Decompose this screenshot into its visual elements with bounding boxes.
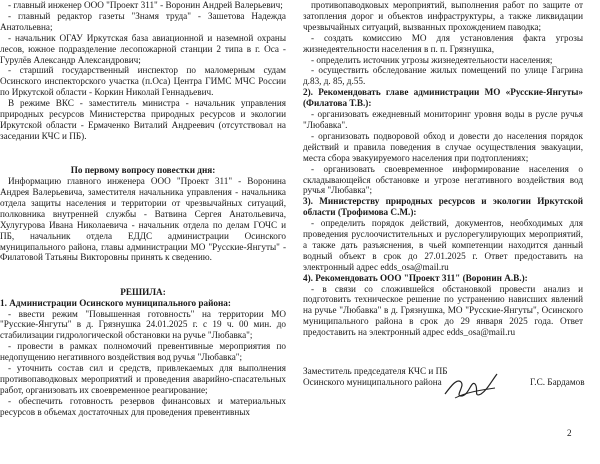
- paragraph: - в связи со сложившейся обстановкой провести анализ и подготовить техническое решение по устранению нависших явлений на ручье "Любавка" в д. Грязнушка, МО "Русские-Янгуты", Осинского муниципального района в срок до 29 января 2025 года. Ответ предоставить на электронный адрес edds_osa@mail.ru: [303, 283, 583, 338]
- paragraph: Информацию главного инженера ООО "Проект 311" - Воронина Андрея Валерьевича, заместителя начальника управления - начальника отдела защиты населения и территории от чрезвычайных ситуаций, полковника внутренней службы - Ватвина Сергея Анатольевича, Хулугурова Ивана Николаевича - начальник отдела по делам ГОЧС и ПБ, начальник отдела ЕДДС администрации Осинского муниципального района, главы администрации МО "Русские-Янгуты" - Филатовой Татьяны Викторовны принять к сведению.: [0, 176, 286, 263]
- left-column: [0, 0, 286, 418]
- paragraph: - осуществить обследование жилых помещений по улице Гагрина д.83, д. 85, д.55.: [303, 65, 583, 87]
- page-number: 2: [567, 428, 572, 438]
- paragraph: - провести в рамках полномочий превентивные мероприятия по недопущению негативного воздействия вод ручья "Любавка";: [0, 341, 286, 363]
- paragraph: - ввести режим "Повышенная готовность" на территории МО "Русские-Янгуты" в д. Грязнушка 24.01.2025 г. с 19 ч. 00 мин. до стабилизации гидрологической обстановки на ручье "Любавка";: [0, 308, 286, 341]
- paragraph: - создать комиссию МО для установления факта угрозы жизнедеятельности населения в п. п. Грязнушка,: [303, 32, 583, 54]
- section-heading: 2). Рекомендовать главе администрации МО «Русские-Янгуты» (Филатова Т.В.):: [303, 87, 583, 109]
- paragraph: - начальник ОГАУ Иркутская база авиационной и наземной охраны лесов, южное подразделение лесопожарной станции 2 типа в г. Оса - Гурулёв Александр Александрович;: [0, 32, 286, 65]
- section-heading: 1. Администрации Осинского муниципального района:: [0, 297, 231, 308]
- paragraph: - главный редактор газеты "Знамя труда" - Зашетова Надежда Анатольевна;: [0, 10, 286, 32]
- section-heading: 3). Министерству природных ресурсов и экологии Иркутской области (Трофимова С.М.):: [303, 196, 583, 218]
- paragraph: - обеспечить готовность резервов финансовых и материальных ресурсов в объемах достаточных для проведения превентивных: [0, 395, 286, 417]
- signer-name: Г.С. Бардамов: [530, 377, 585, 387]
- paragraph: В режиме ВКС - заместитель министра - начальник управления природных ресурсов Министерства природных ресурсов и экологии Иркутской области - Ермаченко Виталий Андреевич (отсутствовал на заседании КЧС и ПБ).: [0, 98, 286, 141]
- paragraph: противопаводковых мероприятий, выполнения работ по защите от затопления дорог и объектов инфраструктуры, а также ликвидации чрезвычайных ситуаций, вызванных прохождением паводка;: [303, 0, 583, 32]
- section-heading: По первому вопросу повестки дня:: [70, 165, 216, 176]
- paragraph-spacer: [0, 273, 286, 278]
- signer-title-line2: Осинского муниципального района: [303, 376, 442, 387]
- paragraph: - старший государственный инспектор по маломерным судам Осинского инспекторского участка (п.Оса) Центра ГИМС МЧС России по Иркутской области - Коркин Николай Геннадьевич.: [0, 65, 286, 98]
- paragraph: - организовать своевременное информирование населения о складывающейся обстановке и угрозе негативного воздействия вод ручья "Любавка";: [303, 163, 583, 196]
- paragraph-spacer: [0, 151, 286, 156]
- paragraph: - уточнить состав сил и средств, привлекаемых для выполнения противопаводковых мероприятий и проведения аварийно-спасательных работ, организовать их своевременное реагирование;: [0, 363, 286, 395]
- handwritten-signature: [441, 368, 501, 402]
- section-heading: 4). Рекомендовать ООО "Проект 311" (Воронин А.В.):: [303, 272, 528, 283]
- section-heading: РЕШИЛА:: [120, 286, 166, 297]
- right-column: [303, 0, 583, 338]
- paragraph: - организовать ежедневный мониторинг уровня воды в русле ручья "Любавка".: [303, 109, 583, 130]
- signer-title-line1: Заместитель председателя КЧС и ПБ: [303, 366, 448, 376]
- paragraph: - главный инженер ООО "Проект 311" - Воронин Андрей Валерьевич;: [8, 0, 283, 10]
- paragraph: - определить источник угрозы жизнедеятельности населения;: [311, 54, 553, 65]
- paragraph: - организовать подворовой обход и довести до населения порядок действий и правила поведения в случае осуществления эвакуации, места сбора эвакуируемого населения при подтоплениях;: [303, 130, 583, 163]
- paragraph: - определить порядок действий, документов, необходимых для проведения руслоочистительных и руслорегулирующих мероприятий, а также дать разъяснения, в чьей компетенции находится данный водный объект в срок до 27.01.2025 г. Ответ предоставить на электронный адрес edds_osa@mail.ru: [303, 218, 583, 272]
